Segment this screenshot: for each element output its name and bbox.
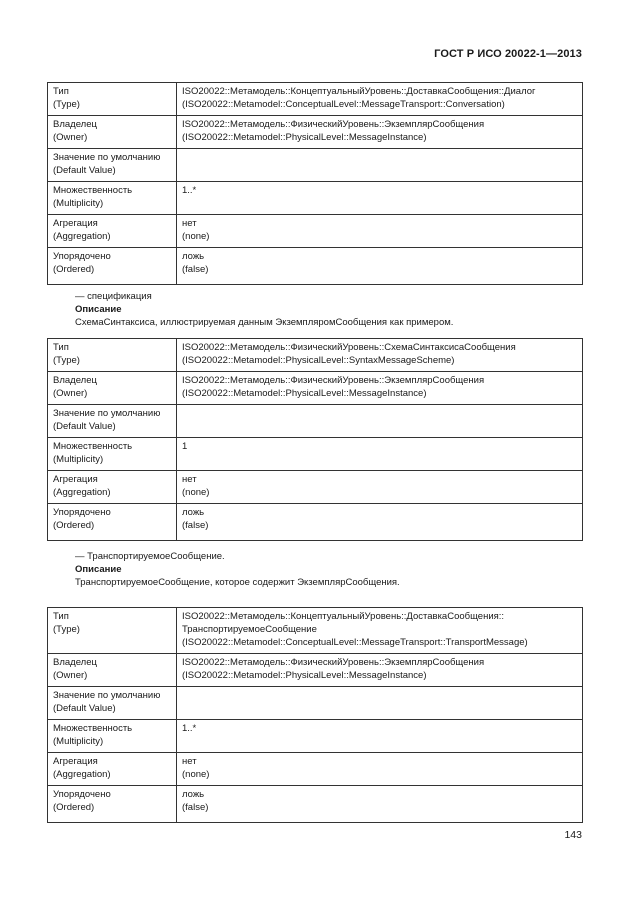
table-body <box>48 339 583 541</box>
property-name: Владелец <box>53 375 97 386</box>
page-header: ГОСТ Р ИСО 20022-1—2013 <box>434 48 582 60</box>
property-value-line: (ISO20022::Metamodel::PhysicalLevel::MessageInstance) <box>182 388 427 399</box>
property-name-cell <box>48 608 177 654</box>
property-value-line: нет <box>182 474 197 485</box>
property-value-cell <box>177 471 583 504</box>
table-row <box>48 438 583 471</box>
table-row <box>48 83 583 116</box>
property-name: Упорядочено <box>53 507 111 518</box>
property-table-2 <box>47 338 583 541</box>
property-value-line: (ISO20022::Metamodel::ConceptualLevel::MessageTransport::TransportMessage) <box>182 637 528 648</box>
property-name: Значение по умолчанию <box>53 690 161 701</box>
table-row <box>48 608 583 654</box>
property-value-line: ISO20022::Метамодель::ФизическийУровень::ЭкземплярСообщения <box>182 657 485 668</box>
description-block-1 <box>75 290 453 329</box>
property-value-line: 1 <box>182 441 188 452</box>
property-value-line: 1..* <box>182 723 197 734</box>
property-name-en: (Owner) <box>53 670 88 681</box>
property-name-en: (Owner) <box>53 388 88 399</box>
property-name-en: (Multiplicity) <box>53 736 104 747</box>
property-value-cell <box>177 248 583 285</box>
property-value-cell <box>177 182 583 215</box>
property-table-1 <box>47 82 583 285</box>
property-value-line: ISO20022::Метамодель::КонцептуальныйУровень::ДоставкаСообщения:: <box>182 611 505 622</box>
property-value-line: ложь <box>182 251 205 262</box>
property-name: Упорядочено <box>53 789 111 800</box>
property-value-line: 1..* <box>182 185 197 196</box>
table-body <box>48 83 583 285</box>
property-name-en: (Default Value) <box>53 703 116 714</box>
property-name-en: (Ordered) <box>53 802 95 813</box>
property-value-cell <box>177 438 583 471</box>
property-name: Значение по умолчанию <box>53 408 161 419</box>
property-name-cell <box>48 720 177 753</box>
property-name: Значение по умолчанию <box>53 152 161 163</box>
table-row <box>48 372 583 405</box>
table-row <box>48 504 583 541</box>
property-name-cell <box>48 438 177 471</box>
table-row <box>48 654 583 687</box>
table-row <box>48 786 583 823</box>
property-name-cell <box>48 248 177 285</box>
property-value-line: (ISO20022::Metamodel::PhysicalLevel::MessageInstance) <box>182 670 427 681</box>
table-body <box>48 608 583 823</box>
table-row <box>48 182 583 215</box>
property-table-3 <box>47 607 583 823</box>
property-name: Владелец <box>53 657 97 668</box>
property-value-line: (false) <box>182 802 209 813</box>
property-value-cell <box>177 786 583 823</box>
property-name-cell <box>48 504 177 541</box>
table-row <box>48 720 583 753</box>
property-value-line: ложь <box>182 507 205 518</box>
table-row <box>48 405 583 438</box>
property-name: Множественность <box>53 723 133 734</box>
property-name-cell <box>48 471 177 504</box>
property-name-en: (Aggregation) <box>53 231 111 242</box>
list-item: — ТранспортируемоеСообщение. <box>75 551 225 562</box>
property-value-cell <box>177 405 583 438</box>
property-name-cell <box>48 116 177 149</box>
property-value-line: (false) <box>182 520 209 531</box>
property-value-line: (none) <box>182 231 210 242</box>
property-name-cell <box>48 405 177 438</box>
property-value-cell <box>177 720 583 753</box>
property-name-cell <box>48 687 177 720</box>
description-text: СхемаСинтаксиса, иллюстрируемая данным ЭкземпляромСообщения как примером. <box>75 317 454 328</box>
description-block-2 <box>75 550 400 589</box>
property-value-line: нет <box>182 756 197 767</box>
property-name-cell <box>48 149 177 182</box>
property-value-line: ложь <box>182 789 205 800</box>
property-name-cell <box>48 182 177 215</box>
property-value-line: (ISO20022::Metamodel::PhysicalLevel::MessageInstance) <box>182 132 427 143</box>
list-item: — спецификация <box>75 291 152 302</box>
property-name: Тип <box>53 342 69 353</box>
description-text: ТранспортируемоеСообщение, которое содержит ЭкземплярСообщения. <box>75 577 400 588</box>
property-name: Тип <box>53 86 69 97</box>
property-name: Упорядочено <box>53 251 111 262</box>
property-name: Множественность <box>53 185 133 196</box>
property-name-en: (Ordered) <box>53 520 95 531</box>
property-name: Агрегация <box>53 218 98 229</box>
table-row <box>48 339 583 372</box>
property-name: Множественность <box>53 441 133 452</box>
property-name: Агрегация <box>53 756 98 767</box>
property-value-line: ISO20022::Метамодель::ФизическийУровень::ЭкземплярСообщения <box>182 375 485 386</box>
property-value-cell <box>177 654 583 687</box>
property-name: Владелец <box>53 119 97 130</box>
property-name-cell <box>48 83 177 116</box>
property-name-en: (Aggregation) <box>53 487 111 498</box>
property-name-en: (Multiplicity) <box>53 198 104 209</box>
property-value-line: ISO20022::Метамодель::ФизическийУровень::ЭкземплярСообщения <box>182 119 485 130</box>
property-value-line: ISO20022::Метамодель::КонцептуальныйУровень::ДоставкаСообщения::Диалог <box>182 86 536 97</box>
property-value-line: (none) <box>182 487 210 498</box>
property-value-line: (false) <box>182 264 209 275</box>
property-name-cell <box>48 654 177 687</box>
table-row <box>48 687 583 720</box>
property-value-cell <box>177 504 583 541</box>
table-row <box>48 116 583 149</box>
property-value-line: ТранспортируемоеСообщение <box>182 624 317 635</box>
property-value-line: (none) <box>182 769 210 780</box>
property-name-cell <box>48 786 177 823</box>
description-heading: Описание <box>75 564 122 575</box>
property-value-cell <box>177 339 583 372</box>
property-name-cell <box>48 215 177 248</box>
property-name-en: (Default Value) <box>53 165 116 176</box>
description-heading: Описание <box>75 304 122 315</box>
property-name-en: (Aggregation) <box>53 769 111 780</box>
property-name-en: (Default Value) <box>53 421 116 432</box>
property-value-cell <box>177 687 583 720</box>
property-value-cell <box>177 149 583 182</box>
property-value-line: нет <box>182 218 197 229</box>
table-row <box>48 248 583 285</box>
property-value-cell <box>177 116 583 149</box>
property-value-line: (ISO20022::Metamodel::ConceptualLevel::MessageTransport::Conversation) <box>182 99 505 110</box>
property-value-cell <box>177 608 583 654</box>
table-row <box>48 471 583 504</box>
property-name-cell <box>48 753 177 786</box>
property-name-en: (Type) <box>53 624 80 635</box>
property-value-cell <box>177 83 583 116</box>
page-number: 143 <box>564 829 582 841</box>
property-value-cell <box>177 215 583 248</box>
property-name-en: (Type) <box>53 99 80 110</box>
property-name-cell <box>48 372 177 405</box>
table-row <box>48 753 583 786</box>
property-name-en: (Owner) <box>53 132 88 143</box>
property-name: Тип <box>53 611 69 622</box>
property-value-line: (ISO20022::Metamodel::PhysicalLevel::SyntaxMessageScheme) <box>182 355 455 366</box>
table-row <box>48 215 583 248</box>
property-name-en: (Multiplicity) <box>53 454 104 465</box>
property-name-cell <box>48 339 177 372</box>
property-name-en: (Ordered) <box>53 264 95 275</box>
property-name-en: (Type) <box>53 355 80 366</box>
table-row <box>48 149 583 182</box>
property-value-cell <box>177 753 583 786</box>
property-value-line: ISO20022::Метамодель::ФизическийУровень::СхемаСинтаксисаСообщения <box>182 342 516 353</box>
property-name: Агрегация <box>53 474 98 485</box>
property-value-cell <box>177 372 583 405</box>
